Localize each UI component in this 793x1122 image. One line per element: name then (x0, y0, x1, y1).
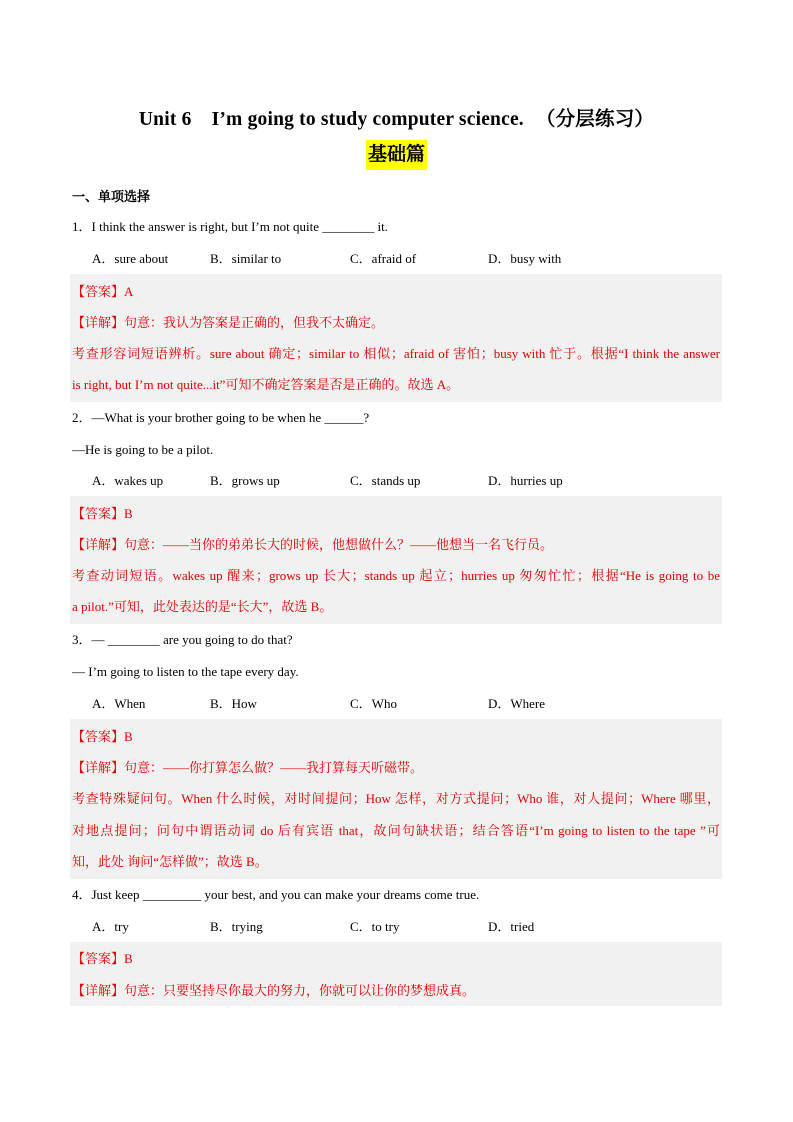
option-a: A．sure about (92, 251, 169, 266)
title-unit: Unit 6 (138, 109, 192, 130)
title-suffix: （分层练习） (535, 109, 655, 130)
answer-detail-line: 考查特殊疑问句。When 什么时候，对时间提问；How 怎样，对方式提问；Who 谁，对人提问；Where 哪里， (72, 791, 720, 806)
level-subtitle: 基础篇 (366, 140, 427, 170)
answer-label: 【答案】B (72, 729, 133, 744)
option-c: C．Who (350, 696, 397, 711)
question-4-stem: 4．Just keep _________ your best, and you can make your dreams come true. (72, 887, 480, 902)
answer-detail-line: a pilot.”可知，此处表达的是“长大”，故选 B。 (72, 599, 333, 614)
section-heading: 一、单项选择 (72, 189, 151, 204)
page-title (0, 103, 793, 131)
answer-detail-line: 考查动词短语。wakes up 醒来；grows up 长大；stands up 起立；hurries up 匆匆忙忙；根据“He is going to be (72, 568, 720, 583)
answer-detail-line: 知，此处 询问“怎样做”；故选 B。 (72, 854, 268, 869)
option-b: B．How (210, 696, 257, 711)
option-a: A．wakes up (92, 473, 164, 488)
question-2-stem: 2．—What is your brother going to be when he ______? (72, 410, 370, 425)
answer-detail-line: 【详解】句意：只要坚持尽你最大的努力，你就可以让你的梦想成真。 (72, 983, 476, 998)
answer-detail-line: 考查形容词短语辨析。sure about 确定；similar to 相似；afraid of 害怕；busy with 忙于。根据“I think the answer (72, 346, 720, 361)
option-d: D．Where (488, 696, 546, 711)
answer-detail-line: is right, but I’m not quite...it”可知不确定答案是否是正确的。故选 A。 (72, 377, 460, 392)
option-d: D．tried (488, 919, 535, 934)
question-2-stem-line: —He is going to be a pilot. (72, 442, 214, 457)
answer-label: 【答案】B (72, 506, 133, 521)
answer-block-4 (70, 942, 722, 1006)
option-d: D．busy with (488, 251, 562, 266)
answer-detail-line: 【详解】句意：——你打算怎么做？——我打算每天听磁带。 (72, 760, 424, 775)
question-3-stem-line: — I’m going to listen to the tape every day. (72, 664, 299, 679)
question-1-stem: 1．I think the answer is right, but I’m not quite ________ it. (72, 219, 388, 234)
option-c: C．stands up (350, 473, 421, 488)
answer-label: 【答案】B (72, 951, 133, 966)
answer-detail-line: 【详解】句意：——当你的弟弟长大的时候，他想做什么？——他想当一名飞行员。 (72, 537, 554, 552)
answer-block-2 (70, 496, 722, 624)
option-a: A．When (92, 696, 146, 711)
question-3-stem: 3．— ________ are you going to do that? (72, 632, 293, 647)
answer-block-3 (70, 719, 722, 879)
option-b: B．trying (210, 919, 263, 934)
answer-detail-line: 对地点提问；问句中谓语动词 do 后有宾语 that，故问句缺状语；结合答语“I’m going to listen to the tape ”可 (72, 823, 720, 838)
option-a: A．try (92, 919, 129, 934)
title-main: I’m going to study computer science. (211, 109, 524, 130)
option-b: B．similar to (210, 251, 282, 266)
option-d: D．hurries up (488, 473, 563, 488)
answer-detail-line: 【详解】句意：我认为答案是正确的，但我不太确定。 (72, 315, 385, 330)
answer-label: 【答案】A (72, 284, 134, 299)
option-c: C．afraid of (350, 251, 417, 266)
answer-block-1 (70, 274, 722, 402)
option-b: B．grows up (210, 473, 280, 488)
option-c: C．to try (350, 919, 400, 934)
